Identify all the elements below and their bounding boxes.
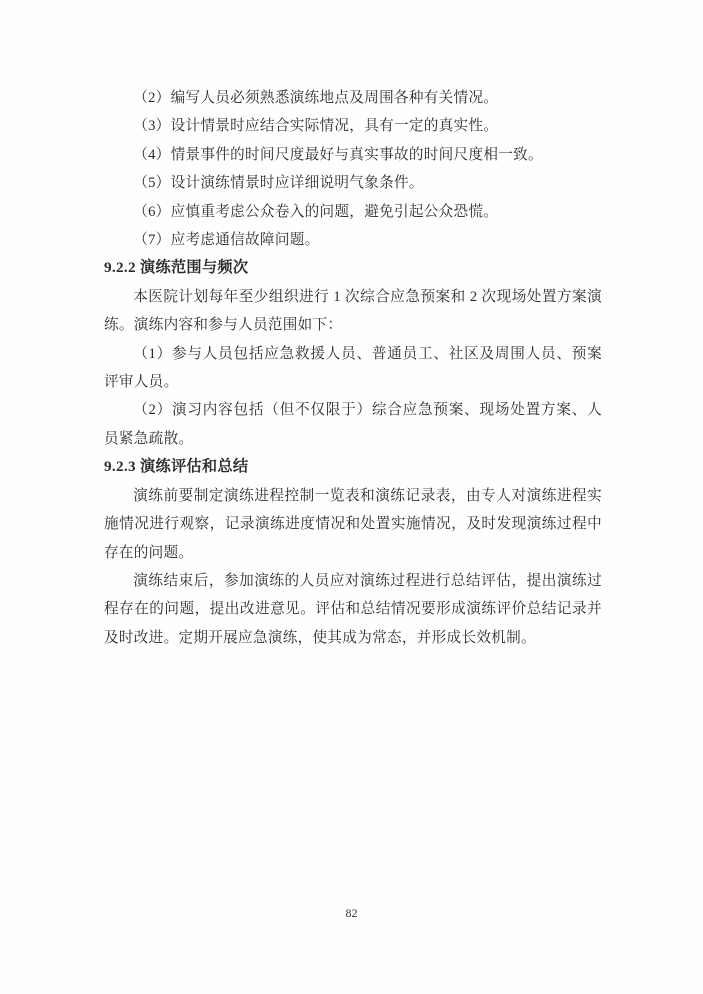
list-item: （2）编写人员必须熟悉演练地点及周围各种有关情况。 (133, 90, 499, 106)
section-paragraph: 演练前要制定演练进程控制一览表和演练记录表，由专人对演练进程实施情况进行观察，记录演练进度情况和处置实施情况，及时发现演练过程中存在的问题。 (104, 487, 602, 561)
document-body (104, 84, 602, 652)
list-item: （1）参与人员包括应急救援人员、普通员工、社区及周围人员、预案评审人员。 (104, 345, 602, 391)
list-item: （2）演习内容包括（但不仅限于）综合应急预案、现场处置方案、人员紧急疏散。 (104, 402, 602, 447)
list-item: （7）应考虑通信故障问题。 (133, 232, 320, 249)
page-number: 82 (345, 906, 358, 920)
section-paragraph: 演练结束后，参加演练的人员应对演练过程进行总结评估，提出演练过程存在的问题，提出改进意见。评估和总结情况要形成演练评价总结记录并及时改进。定期开展应急演练，使其成为常态，并形成长效机制。 (104, 572, 602, 646)
section-heading-9-2-3: 9.2.3 演练评估和总结 (104, 458, 249, 476)
list-item: （5）设计演练情景时应详细说明气象条件。 (133, 175, 424, 192)
list-item: （3）设计情景时应结合实际情况，具有一定的真实性。 (133, 118, 499, 135)
section-paragraph: 本医院计划每年至少组织进行 1 次综合应急预案和 2 次现场处置方案演练。演练内容和参与人员范围如下： (104, 288, 602, 334)
section-heading-9-2-2: 9.2.2 演练范围与频次 (104, 259, 249, 277)
list-item: （4）情景事件的时间尺度最好与真实事故的时间尺度相一致。 (133, 146, 543, 163)
list-item: （6）应慎重考虑公众卷入的问题，避免引起公众恐慌。 (133, 203, 499, 220)
